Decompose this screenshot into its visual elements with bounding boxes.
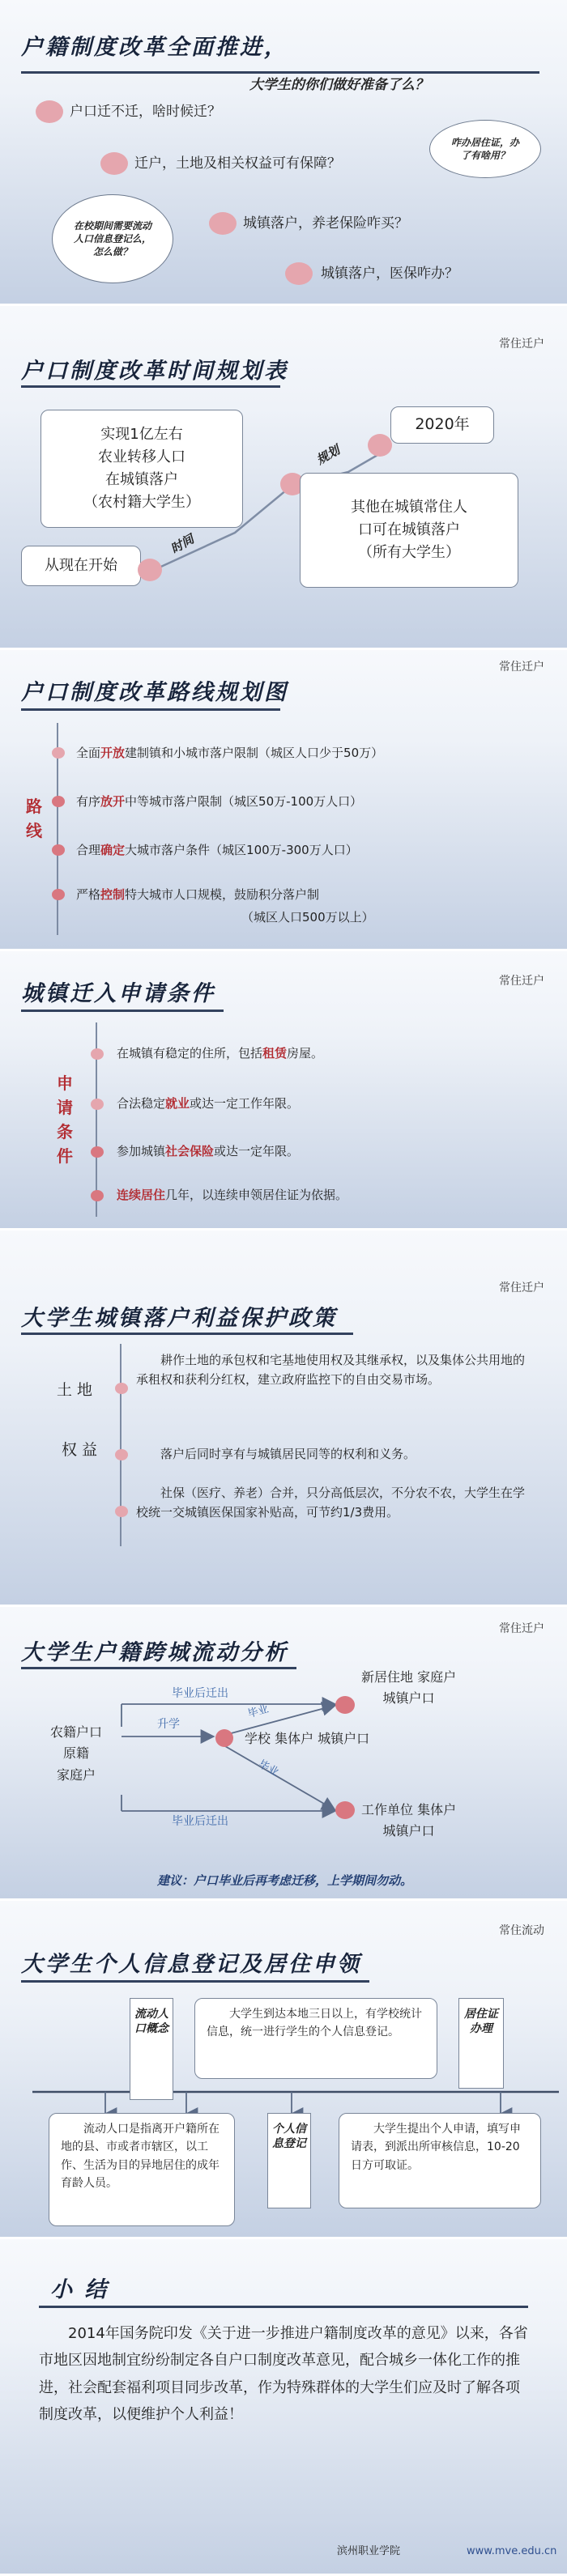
summary-title-underline — [39, 2306, 528, 2308]
route-dot — [52, 844, 65, 856]
summary-footer: 滨州职业学院 — [337, 2545, 401, 2557]
conditions-dot — [91, 1190, 104, 1201]
flow-dest-1: 新居住地 家庭户 城镇户口 — [361, 1669, 457, 1706]
section-registration — [0, 1901, 567, 2239]
route-item-3: 合理确定大城市落户条件（城区100万-300万人口） — [76, 843, 358, 857]
flow-diag-label-down: 毕业 — [256, 1758, 281, 1779]
question-2: 迁户，土地及相关权益可有保障？ — [134, 155, 341, 172]
conditions-item-1: 在城镇有稳定的住所，包括租赁房屋。 — [117, 1046, 324, 1061]
section-flow — [0, 1607, 567, 1901]
flow-tag: 常住迁户 — [499, 1622, 544, 1635]
timeline-box-goal2: 其他在城镇常住人 口可在城镇落户 （所有大学生） — [300, 473, 518, 588]
conditions-dot — [91, 1048, 104, 1060]
registration-card-top: 大学生到达本地三日以上，有学校统计信息，统一进行学生的个人信息登记。 — [194, 1998, 437, 2079]
question-4: 城镇落户，医保咋办？ — [321, 266, 458, 282]
route-title: 户口制度改革路线规划图 — [21, 680, 288, 705]
flow-school: 学校 集体户 城镇户口 — [245, 1731, 370, 1746]
rights-dot — [115, 1506, 128, 1517]
intro-subtitle: 大学生的你们做好准备了么？ — [249, 77, 428, 93]
route-vertical-label: 路 线 — [26, 797, 42, 840]
route-dot — [52, 889, 65, 900]
rights-paragraph-1: 耕作土地的承包权和宅基地使用权及其继承权，以及集体公共用地的承租权和获利分红权，建立政府监控下的自由交易市场。 — [136, 1353, 526, 1387]
timeline-dot — [138, 559, 162, 581]
registration-card-right: 大学生提出个人申请，填写申请表，到派出所审核信息，10-20日方可取证。 — [339, 2113, 541, 2208]
route-dot — [52, 747, 65, 759]
intro-title-underline — [21, 71, 539, 74]
timeline-box-year: 2020年 — [390, 406, 494, 444]
section-timeline — [0, 306, 567, 650]
summary-watermark: www.mve.edu.cn — [467, 2545, 557, 2557]
conditions-title: 城镇迁入申请条件 — [21, 981, 215, 1006]
registration-box-concept: 流动人口概念 — [130, 1998, 173, 2100]
question-3: 城镇落户，养老保险咋买？ — [243, 215, 408, 232]
flow-dot — [335, 1801, 355, 1819]
summary-title: 小 结 — [50, 2277, 109, 2302]
rights-label-rights: 权 益 — [62, 1441, 98, 1459]
flow-arrow-label-up: 毕业后迁出 — [172, 1687, 228, 1700]
timeline-box-goal1: 实现1亿左右 农业转移人口 在城镇落户 （农村籍大学生） — [40, 410, 243, 528]
bubble-right — [429, 120, 541, 178]
conditions-dot — [91, 1099, 104, 1110]
rights-paragraph-2: 落户后同时享有与城镇居民同等的权利和义务。 — [160, 1447, 416, 1461]
conditions-tag: 常住迁户 — [499, 975, 544, 988]
flow-dot — [335, 1696, 355, 1714]
timeline-title: 户口制度改革时间规划表 — [21, 359, 288, 384]
registration-card-left: 流动人口是指离开户籍所在地的县、市或者市辖区，以工作、生活为目的异地居住的成年育龄人员。 — [49, 2113, 235, 2226]
flow-title: 大学生户籍跨城流动分析 — [21, 1640, 288, 1665]
route-tag: 常住迁户 — [499, 661, 544, 674]
rights-dot — [115, 1383, 128, 1394]
question-dot — [209, 212, 237, 235]
conditions-item-3: 参加城镇社会保险或达一定年限。 — [117, 1144, 300, 1158]
route-dot — [52, 796, 65, 807]
timeline-tag: 常住迁户 — [499, 338, 544, 351]
route-item-4-line2: （城区人口500万以上） — [241, 910, 374, 925]
conditions-item-4: 连续居住几年，以连续申领居住证为依据。 — [117, 1188, 348, 1202]
section-summary — [0, 2239, 567, 2576]
intro-title: 户籍制度改革全面推进， — [21, 35, 288, 60]
question-dot — [285, 262, 313, 285]
flow-arrow-label-mid: 升学 — [157, 1718, 180, 1731]
timeline-label-time: 时间 — [168, 531, 197, 557]
question-1: 户口迁不迁，啥时候迁？ — [70, 104, 221, 120]
bubble-right-text: 咋办居住证，办了有啥用？ — [450, 136, 519, 161]
conditions-vertical-label: 申 请 条 件 — [57, 1073, 73, 1166]
flow-arrow-label-down: 毕业后迁出 — [172, 1815, 228, 1828]
bubble-left — [52, 194, 173, 283]
flow-origin: 农籍户口 原籍 家庭户 — [50, 1724, 103, 1783]
registration-tag: 常住流动 — [499, 1924, 544, 1937]
flow-advice: 建议：户口毕业后再考虑迁移，上学期间勿动。 — [157, 1873, 413, 1888]
registration-box-permit: 居住证办理 — [458, 1998, 504, 2089]
timeline-label-plan: 规划 — [313, 442, 343, 468]
section-route — [0, 650, 567, 951]
conditions-dot — [91, 1146, 104, 1158]
route-title-underline — [21, 708, 280, 711]
timeline-box-start: 从现在开始 — [21, 546, 141, 586]
rights-title-underline — [21, 1333, 353, 1335]
rights-dot — [115, 1449, 128, 1460]
section-intro — [0, 0, 567, 306]
flow-diag-label-up: 毕业 — [246, 1702, 271, 1721]
question-dot — [36, 100, 63, 123]
bubble-left-text: 在校期间需要流动人口信息登记么，怎么做？ — [73, 219, 151, 258]
rights-title: 大学生城镇落户利益保护政策 — [21, 1306, 337, 1331]
flow-dest-2: 工作单位 集体户 城镇户口 — [361, 1802, 457, 1838]
conditions-item-2: 合法稳定就业或达一定工作年限。 — [117, 1096, 300, 1111]
rights-label-land: 土 地 — [57, 1381, 93, 1399]
registration-title: 大学生个人信息登记及居住申领 — [21, 1952, 361, 1977]
rights-tag: 常住迁户 — [499, 1282, 544, 1294]
route-item-4: 严格控制特大城市人口规模，鼓励积分落户制 — [76, 887, 320, 902]
rights-paragraph-3: 社保（医疗、养老）合并，只分高低层次，不分农不农，大学生在学校统一交城镇医保国家补贴高，可节约1/3费用。 — [136, 1486, 526, 1520]
registration-box-info: 个人信息登记 — [267, 2113, 311, 2208]
route-item-1: 全面开放建制镇和小城市落户限制（城区人口少于50万） — [76, 746, 384, 760]
summary-body: 2014年国务院印发《关于进一步推进户籍制度改革的意见》以来，各省市地区因地制宜纷纷制定各自户口制度改革意见，配合城乡一体化工作的推进，社会配套福利项目同步改革，作为特殊群体的大学生们应及时了解各项制度改革，以便维护个人利益！ — [39, 2325, 528, 2423]
flow-dot — [215, 1729, 233, 1747]
conditions-title-underline — [21, 1010, 224, 1012]
section-conditions — [0, 951, 567, 1231]
question-dot — [100, 152, 128, 175]
section-rights — [0, 1231, 567, 1607]
route-item-2: 有序放开中等城市落户限制（城区50万-100万人口） — [76, 794, 363, 809]
timeline-dot — [368, 434, 392, 457]
